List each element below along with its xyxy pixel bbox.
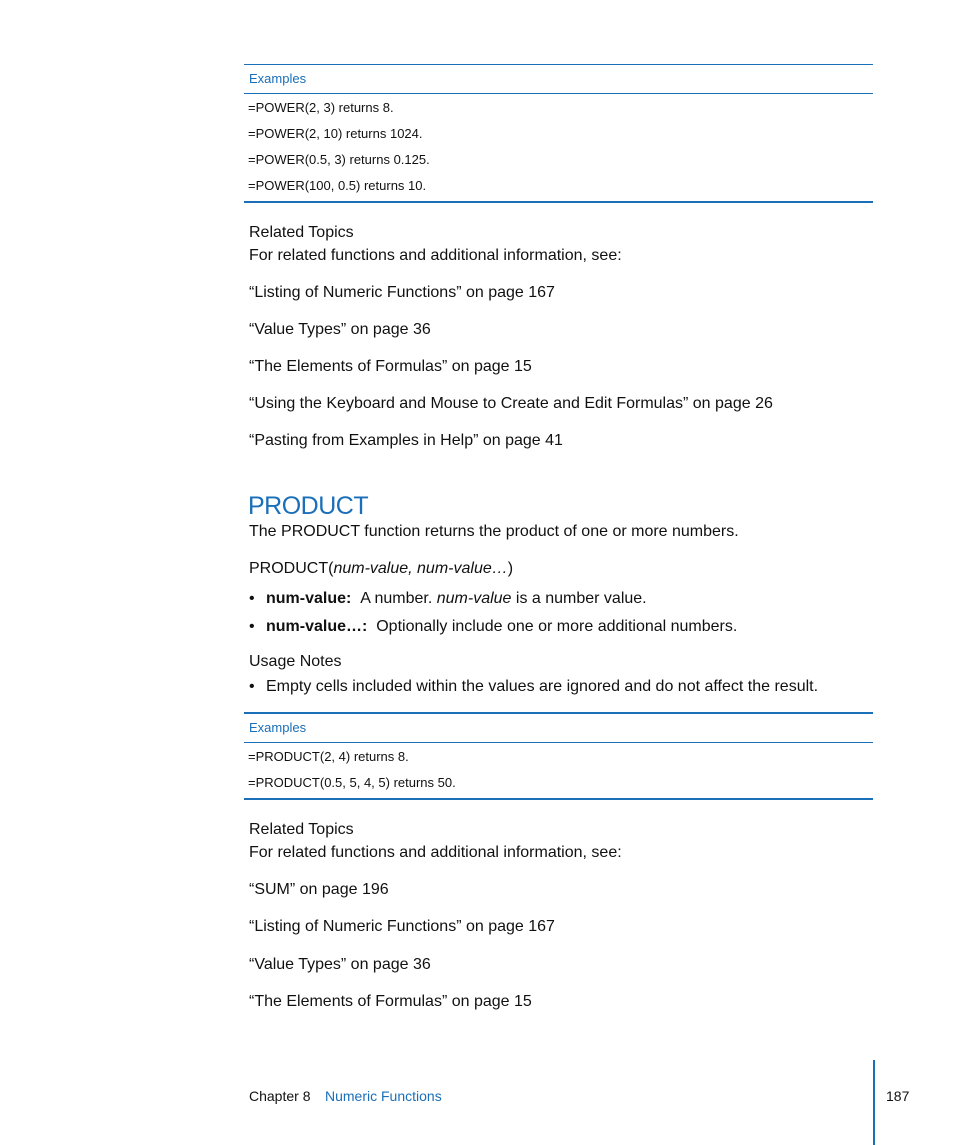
syntax-open-paren: ( [328, 560, 334, 577]
bullet-glyph: • [249, 678, 255, 695]
bullet-glyph: • [249, 618, 255, 635]
function-description: The PRODUCT function returns the product of one or more numbers. [249, 523, 739, 540]
examples-header: Examples [244, 65, 873, 94]
example-row: =PRODUCT(0.5, 5, 4, 5) returns 50. [248, 775, 456, 790]
usage-note-item [249, 678, 818, 696]
argument-name: num-value: [266, 590, 352, 607]
argument-item [249, 618, 737, 636]
argument-name: num-value…: [266, 618, 368, 635]
related-link[interactable]: “Value Types” on page 36 [249, 321, 431, 338]
related-link[interactable]: “Using the Keyboard and Mouse to Create and Edit Formulas” on page 26 [249, 395, 773, 412]
footer-chapter: Chapter 8 [249, 1088, 311, 1104]
usage-notes-heading: Usage Notes [249, 653, 342, 670]
power-examples-table [244, 64, 873, 203]
related-topics-intro: For related functions and additional information, see: [249, 247, 622, 264]
related-topics-heading: Related Topics [249, 821, 354, 838]
usage-note-text: Empty cells included within the values are ignored and do not affect the result. [266, 678, 819, 695]
related-link[interactable]: “Value Types” on page 36 [249, 956, 431, 973]
example-row: =POWER(100, 0.5) returns 10. [248, 178, 427, 193]
function-syntax [249, 560, 513, 578]
product-examples-table [244, 712, 873, 800]
example-row: =POWER(2, 10) returns 1024. [248, 126, 423, 141]
example-row: =POWER(0.5, 3) returns 0.125. [248, 152, 430, 167]
syntax-close-paren: ) [507, 560, 514, 577]
section-title: PRODUCT [248, 492, 369, 520]
footer-section: Numeric Functions [325, 1088, 442, 1104]
related-link[interactable]: “Pasting from Examples in Help” on page 41 [249, 432, 563, 449]
syntax-name: PRODUCT [249, 560, 329, 577]
argument-item [249, 590, 647, 608]
example-row: =POWER(2, 3) returns 8. [248, 100, 394, 115]
related-link[interactable]: “The Elements of Formulas” on page 15 [249, 993, 532, 1010]
examples-header: Examples [244, 714, 873, 743]
argument-desc: is a number value. [511, 590, 647, 607]
related-link[interactable]: “SUM” on page 196 [249, 881, 389, 898]
argument-desc-italic: num-value [436, 590, 512, 607]
related-topics-intro: For related functions and additional information, see: [249, 844, 622, 861]
related-link[interactable]: “The Elements of Formulas” on page 15 [249, 358, 532, 375]
argument-desc: Optionally include one or more additional numbers. [376, 618, 738, 635]
bullet-glyph: • [249, 590, 255, 607]
related-link[interactable]: “Listing of Numeric Functions” on page 167 [249, 918, 555, 935]
related-link[interactable]: “Listing of Numeric Functions” on page 167 [249, 284, 555, 301]
syntax-args: num-value, num-value… [333, 560, 508, 577]
example-row: =PRODUCT(2, 4) returns 8. [248, 749, 409, 764]
footer-divider [873, 1060, 875, 1145]
argument-desc: A number. [360, 590, 437, 607]
related-topics-heading: Related Topics [249, 224, 354, 241]
page-number: 187 [886, 1088, 910, 1104]
